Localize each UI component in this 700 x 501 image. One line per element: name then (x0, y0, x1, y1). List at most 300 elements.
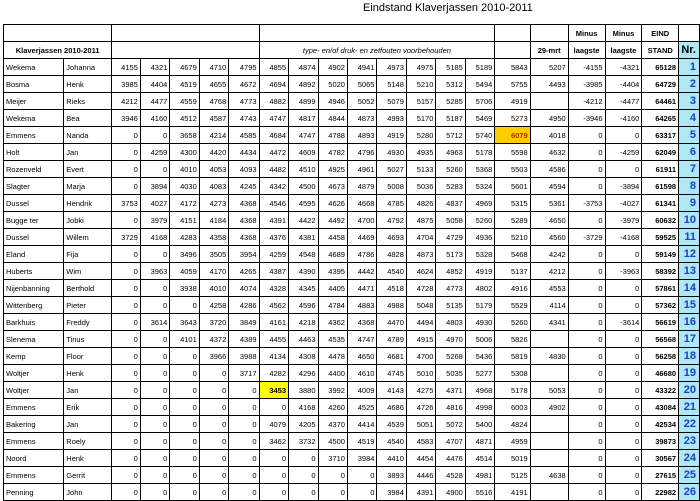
score-cell: 4816 (436, 399, 465, 416)
score-cell: 3849 (229, 314, 259, 331)
score-cell: 4548 (289, 246, 318, 263)
score-cell: 4930 (377, 144, 406, 161)
player-first-name: Jan (64, 382, 112, 399)
final-standing: 61598 (642, 178, 679, 195)
score-cell: 0 (229, 416, 259, 433)
player-first-name: Henk (64, 365, 112, 382)
score-cell: 4282 (259, 365, 288, 382)
stand-header: STAND (642, 42, 679, 59)
score-cell: 5277 (465, 365, 494, 382)
score-cell: 4391 (259, 212, 288, 229)
score-cell: 3658 (170, 127, 199, 144)
score-cell: 0 (170, 433, 199, 450)
score-cell: 3966 (199, 348, 228, 365)
rank-number: 2 (679, 76, 700, 93)
rank-number: 25 (679, 467, 700, 484)
score-cell: 4704 (406, 229, 435, 246)
score-cell: 6079 (495, 127, 530, 144)
score-cell: 4518 (377, 280, 406, 297)
player-last-name: Penning (4, 484, 64, 501)
score-cell: 5006 (465, 331, 494, 348)
score-cell: 4476 (436, 450, 465, 467)
player-last-name: Wittenberg (4, 297, 64, 314)
score-cell: 4959 (495, 433, 530, 450)
score-cell: 0 (347, 484, 376, 501)
minus-lowest-1: 0 (568, 331, 605, 348)
table-row (4, 76, 700, 93)
score-cell: 4583 (406, 433, 435, 450)
score-cell: 3710 (318, 450, 347, 467)
score-cell: 4673 (318, 178, 347, 195)
score-cell: 5125 (495, 467, 530, 484)
minus-lowest-1: 0 (568, 263, 605, 280)
score-cell: 4773 (229, 93, 259, 110)
rank-number: 16 (679, 314, 700, 331)
score-cell: 3894 (140, 178, 169, 195)
score-cell (530, 484, 568, 501)
score-cell: 4796 (347, 144, 376, 161)
score-cell: 4973 (377, 59, 406, 76)
score-cell: 4170 (199, 263, 228, 280)
score-cell: 4786 (347, 246, 376, 263)
score-cell: 4586 (530, 161, 568, 178)
score-cell: 4525 (347, 399, 376, 416)
score-cell: 4610 (347, 365, 376, 382)
score-cell: 3643 (170, 314, 199, 331)
table-row (4, 161, 700, 178)
score-cell: 4286 (229, 297, 259, 314)
minus-lowest-2: -4027 (605, 195, 642, 212)
player-first-name: Rieks (64, 93, 112, 110)
final-standing: 56568 (642, 331, 679, 348)
score-cell: 4747 (289, 127, 318, 144)
rank-number: 10 (679, 212, 700, 229)
score-cell: 4342 (259, 178, 288, 195)
score-cell: 5268 (436, 348, 465, 365)
score-cell: 4218 (289, 314, 318, 331)
score-cell: 0 (140, 331, 169, 348)
player-first-name: Gerrit (64, 467, 112, 484)
score-cell: 5179 (465, 297, 494, 314)
score-cell: 4027 (140, 195, 169, 212)
final-standing: 22982 (642, 484, 679, 501)
score-cell: 4446 (406, 467, 435, 484)
final-standing: 64729 (642, 76, 679, 93)
score-cell: 4368 (347, 314, 376, 331)
score-cell: 0 (170, 297, 199, 314)
score-cell: 0 (112, 331, 141, 348)
rank-number: 21 (679, 399, 700, 416)
score-cell: 4143 (377, 382, 406, 399)
score-cell: 4212 (112, 93, 141, 110)
score-cell: 4686 (377, 399, 406, 416)
minus-lowest-1: 0 (568, 314, 605, 331)
score-cell: 5189 (465, 59, 494, 76)
score-cell: 0 (229, 382, 259, 399)
score-cell: 3462 (259, 433, 288, 450)
score-cell: 4826 (406, 195, 435, 212)
score-cell: 4935 (406, 144, 435, 161)
score-cell: 5019 (495, 450, 530, 467)
minus-lowest-2: 0 (605, 382, 642, 399)
score-cell: 4875 (406, 212, 435, 229)
score-cell: 4879 (347, 178, 376, 195)
score-cell: 5010 (406, 365, 435, 382)
score-cell: 4442 (347, 263, 376, 280)
score-cell: 4668 (347, 195, 376, 212)
table-row (4, 382, 700, 399)
score-cell: 0 (229, 433, 259, 450)
player-last-name: Woltjer (4, 382, 64, 399)
score-cell: 4540 (377, 263, 406, 280)
score-cell: 5601 (495, 178, 530, 195)
score-cell: 4802 (465, 280, 494, 297)
table-row (4, 59, 700, 76)
score-cell: 5260 (465, 212, 494, 229)
score-cell: 4925 (318, 161, 347, 178)
player-last-name: Bugge ter (4, 212, 64, 229)
score-cell: 4689 (318, 246, 347, 263)
minus-lowest-1: 0 (568, 212, 605, 229)
score-cell: 4803 (436, 314, 465, 331)
score-cell: 5178 (495, 382, 530, 399)
final-standing: 60632 (642, 212, 679, 229)
minus-header-2: Minus (605, 25, 642, 42)
score-cell: 4981 (465, 467, 494, 484)
score-cell: 4512 (170, 110, 199, 127)
score-cell: 5468 (495, 246, 530, 263)
minus-lowest-2: 0 (605, 127, 642, 144)
minus-lowest-1: 0 (568, 246, 605, 263)
score-cell: 4422 (289, 212, 318, 229)
score-cell: 0 (199, 382, 228, 399)
score-cell: 5308 (495, 365, 530, 382)
score-cell: 5712 (436, 127, 465, 144)
final-standing: 56619 (642, 314, 679, 331)
score-cell: 4782 (318, 144, 347, 161)
score-cell: 4560 (530, 229, 568, 246)
score-cell: 5273 (495, 110, 530, 127)
score-cell: 5285 (436, 93, 465, 110)
score-cell: 5826 (495, 331, 530, 348)
score-cell: 4655 (199, 76, 228, 93)
score-cell: 4795 (229, 59, 259, 76)
score-cell: 4837 (436, 195, 465, 212)
minus-lowest-1: 0 (568, 161, 605, 178)
score-cell: 0 (140, 365, 169, 382)
score-cell: 4472 (259, 144, 288, 161)
score-cell: 0 (140, 382, 169, 399)
minus-lowest-1: -4155 (568, 59, 605, 76)
score-cell: 5260 (495, 314, 530, 331)
player-last-name: Noord (4, 450, 64, 467)
rank-number: 18 (679, 348, 700, 365)
score-cell: 4482 (259, 161, 288, 178)
minus-lowest-1: -3946 (568, 110, 605, 127)
score-cell: 0 (112, 314, 141, 331)
score-cell: 4902 (318, 59, 347, 76)
laagste-header-1: laagste (568, 42, 605, 59)
final-standing: 43084 (642, 399, 679, 416)
header-row-top (4, 25, 700, 42)
score-cell: 4372 (199, 331, 228, 348)
final-standing: 46680 (642, 365, 679, 382)
score-cell: 5036 (406, 178, 435, 195)
score-cell: 5260 (436, 161, 465, 178)
player-last-name: Emmens (4, 433, 64, 450)
score-cell: 4259 (259, 246, 288, 263)
score-cell: 4514 (465, 450, 494, 467)
score-cell: 4883 (347, 297, 376, 314)
score-cell: 4155 (112, 59, 141, 76)
score-cell: 4915 (406, 331, 435, 348)
final-standing: 63317 (642, 127, 679, 144)
score-cell: 5072 (436, 416, 465, 433)
score-cell: 5436 (465, 348, 494, 365)
score-cell (530, 93, 568, 110)
score-cell: 4328 (259, 280, 288, 297)
score-cell: 4824 (495, 416, 530, 433)
minus-lowest-1: 0 (568, 382, 605, 399)
score-cell: 4172 (170, 195, 199, 212)
score-cell: 4587 (199, 110, 228, 127)
score-cell: 3893 (377, 467, 406, 484)
score-cell: 4553 (530, 280, 568, 297)
minus-lowest-2: -4477 (605, 93, 642, 110)
score-cell: 4700 (406, 348, 435, 365)
score-cell: 5135 (436, 297, 465, 314)
score-cell: 5052 (347, 93, 376, 110)
score-cell: 5185 (436, 59, 465, 76)
final-standing: 64265 (642, 110, 679, 127)
minus-lowest-2: -4404 (605, 76, 642, 93)
minus-lowest-1: 0 (568, 467, 605, 484)
score-cell: 0 (199, 467, 228, 484)
score-cell: 4650 (530, 212, 568, 229)
score-cell: 5027 (377, 161, 406, 178)
score-cell: 4059 (170, 263, 199, 280)
score-cell: 0 (140, 161, 169, 178)
score-cell: 4494 (406, 314, 435, 331)
score-cell: 4993 (377, 110, 406, 127)
score-cell (530, 450, 568, 467)
score-cell: 4902 (530, 399, 568, 416)
score-cell: 4370 (318, 416, 347, 433)
score-cell: 0 (229, 450, 259, 467)
score-cell: 3614 (140, 314, 169, 331)
player-last-name: Bosma (4, 76, 64, 93)
errata-notice: type- en/of druk- en zetfouten voorbehouden (259, 42, 495, 59)
score-cell (530, 365, 568, 382)
score-cell: 4212 (530, 263, 568, 280)
score-cell: 0 (318, 467, 347, 484)
minus-lowest-2: -4168 (605, 229, 642, 246)
score-cell: 4792 (377, 212, 406, 229)
score-cell: 3720 (199, 314, 228, 331)
score-cell: 5157 (406, 93, 435, 110)
score-cell: 4968 (465, 382, 494, 399)
final-standing: 39873 (642, 433, 679, 450)
final-standing: 43322 (642, 382, 679, 399)
score-cell: 4961 (347, 161, 376, 178)
score-cell: 0 (170, 450, 199, 467)
score-cell: 4184 (199, 212, 228, 229)
final-standing: 61911 (642, 161, 679, 178)
score-cell: 3984 (347, 450, 376, 467)
table-row (4, 297, 700, 314)
player-first-name: Pieter (64, 297, 112, 314)
table-row (4, 127, 700, 144)
rank-number: 12 (679, 246, 700, 263)
player-last-name: Emmens (4, 467, 64, 484)
score-cell: 0 (112, 433, 141, 450)
table-row (4, 433, 700, 450)
score-cell: 5598 (495, 144, 530, 161)
player-first-name: Freddy (64, 314, 112, 331)
minus-lowest-2: 0 (605, 365, 642, 382)
final-standing: 30567 (642, 450, 679, 467)
score-cell: 0 (229, 467, 259, 484)
score-cell: 0 (318, 484, 347, 501)
final-standing: 42534 (642, 416, 679, 433)
rank-number: 9 (679, 195, 700, 212)
score-cell: 4362 (318, 314, 347, 331)
score-cell: 0 (140, 467, 169, 484)
score-cell: 4510 (289, 161, 318, 178)
score-cell: 0 (140, 416, 169, 433)
score-cell: 0 (112, 450, 141, 467)
minus-lowest-2: 0 (605, 484, 642, 501)
score-cell (530, 433, 568, 450)
score-cell: 5324 (465, 178, 494, 195)
score-cell: 5328 (465, 246, 494, 263)
table-row (4, 144, 700, 161)
score-cell: 0 (112, 144, 141, 161)
score-cell: 4970 (436, 331, 465, 348)
score-cell: 4998 (465, 399, 494, 416)
score-cell: 3717 (229, 365, 259, 382)
score-cell: 4273 (199, 195, 228, 212)
score-cell: 4817 (289, 110, 318, 127)
score-cell: 0 (259, 484, 288, 501)
score-cell: 3963 (140, 263, 169, 280)
score-cell: 3753 (112, 195, 141, 212)
final-standing: 65128 (642, 59, 679, 76)
table-row (4, 178, 700, 195)
score-cell: 4919 (377, 127, 406, 144)
table-row (4, 246, 700, 263)
score-cell: 4358 (199, 229, 228, 246)
minus-lowest-1: 0 (568, 280, 605, 297)
score-cell: 3729 (112, 229, 141, 246)
score-cell: 4410 (377, 450, 406, 467)
score-cell: 4321 (140, 59, 169, 76)
table-row (4, 93, 700, 110)
rank-number: 22 (679, 416, 700, 433)
score-cell: 5148 (377, 76, 406, 93)
score-cell: 4540 (377, 433, 406, 450)
score-cell: 0 (140, 348, 169, 365)
score-cell: 0 (199, 399, 228, 416)
score-cell: 0 (112, 484, 141, 501)
minus-lowest-2: 0 (605, 280, 642, 297)
score-cell: 4168 (289, 399, 318, 416)
score-cell: 4892 (289, 76, 318, 93)
score-cell: 4684 (259, 127, 288, 144)
score-cell: 4785 (377, 195, 406, 212)
score-cell: 4400 (318, 365, 347, 382)
score-cell: 4726 (406, 399, 435, 416)
score-cell: 4477 (140, 93, 169, 110)
score-cell: 0 (229, 484, 259, 501)
score-cell: 4214 (199, 127, 228, 144)
minus-lowest-2: 0 (605, 450, 642, 467)
score-cell: 4368 (229, 212, 259, 229)
score-cell: 4693 (377, 229, 406, 246)
score-cell: 4672 (229, 76, 259, 93)
score-cell: 4519 (347, 433, 376, 450)
score-cell: 4784 (318, 297, 347, 314)
score-cell: 5315 (495, 195, 530, 212)
score-cell: 4389 (229, 331, 259, 348)
score-cell: 4871 (465, 433, 494, 450)
score-cell: 0 (170, 399, 199, 416)
score-cell: 0 (140, 127, 169, 144)
score-cell: 4596 (289, 297, 318, 314)
table-row (4, 110, 700, 127)
score-cell: 5740 (465, 127, 494, 144)
score-cell: 4492 (318, 212, 347, 229)
score-cell: 4789 (377, 331, 406, 348)
score-cell (530, 416, 568, 433)
score-cell: 4010 (170, 161, 199, 178)
score-cell: 4626 (318, 195, 347, 212)
score-cell: 4916 (495, 280, 530, 297)
score-cell: 4275 (406, 382, 435, 399)
minus-lowest-2: 0 (605, 246, 642, 263)
score-cell: 4395 (318, 263, 347, 280)
player-last-name: Holt (4, 144, 64, 161)
score-cell: 3505 (199, 246, 228, 263)
score-cell: 4478 (318, 348, 347, 365)
standings-table (3, 24, 700, 501)
score-cell: 0 (140, 246, 169, 263)
score-cell: 0 (259, 450, 288, 467)
table-row (4, 314, 700, 331)
player-last-name: Dussel (4, 229, 64, 246)
minus-lowest-2: -3614 (605, 314, 642, 331)
table-row (4, 467, 700, 484)
minus-lowest-1: 0 (568, 348, 605, 365)
minus-lowest-1: 0 (568, 297, 605, 314)
score-cell: 4469 (347, 229, 376, 246)
score-cell: 4390 (289, 263, 318, 280)
player-first-name: Berthold (64, 280, 112, 297)
table-row (4, 229, 700, 246)
score-cell: 6003 (495, 399, 530, 416)
player-first-name: Fija (64, 246, 112, 263)
competition-title: Klaverjassen 2010-2011 (4, 42, 112, 59)
table-row (4, 450, 700, 467)
final-standing: 62049 (642, 144, 679, 161)
score-cell: 4458 (318, 229, 347, 246)
rank-number: 26 (679, 484, 700, 501)
score-cell: 4624 (406, 263, 435, 280)
score-cell: 4083 (199, 178, 228, 195)
score-cell: 3880 (289, 382, 318, 399)
score-cell: 0 (199, 433, 228, 450)
score-cell: 4341 (530, 314, 568, 331)
